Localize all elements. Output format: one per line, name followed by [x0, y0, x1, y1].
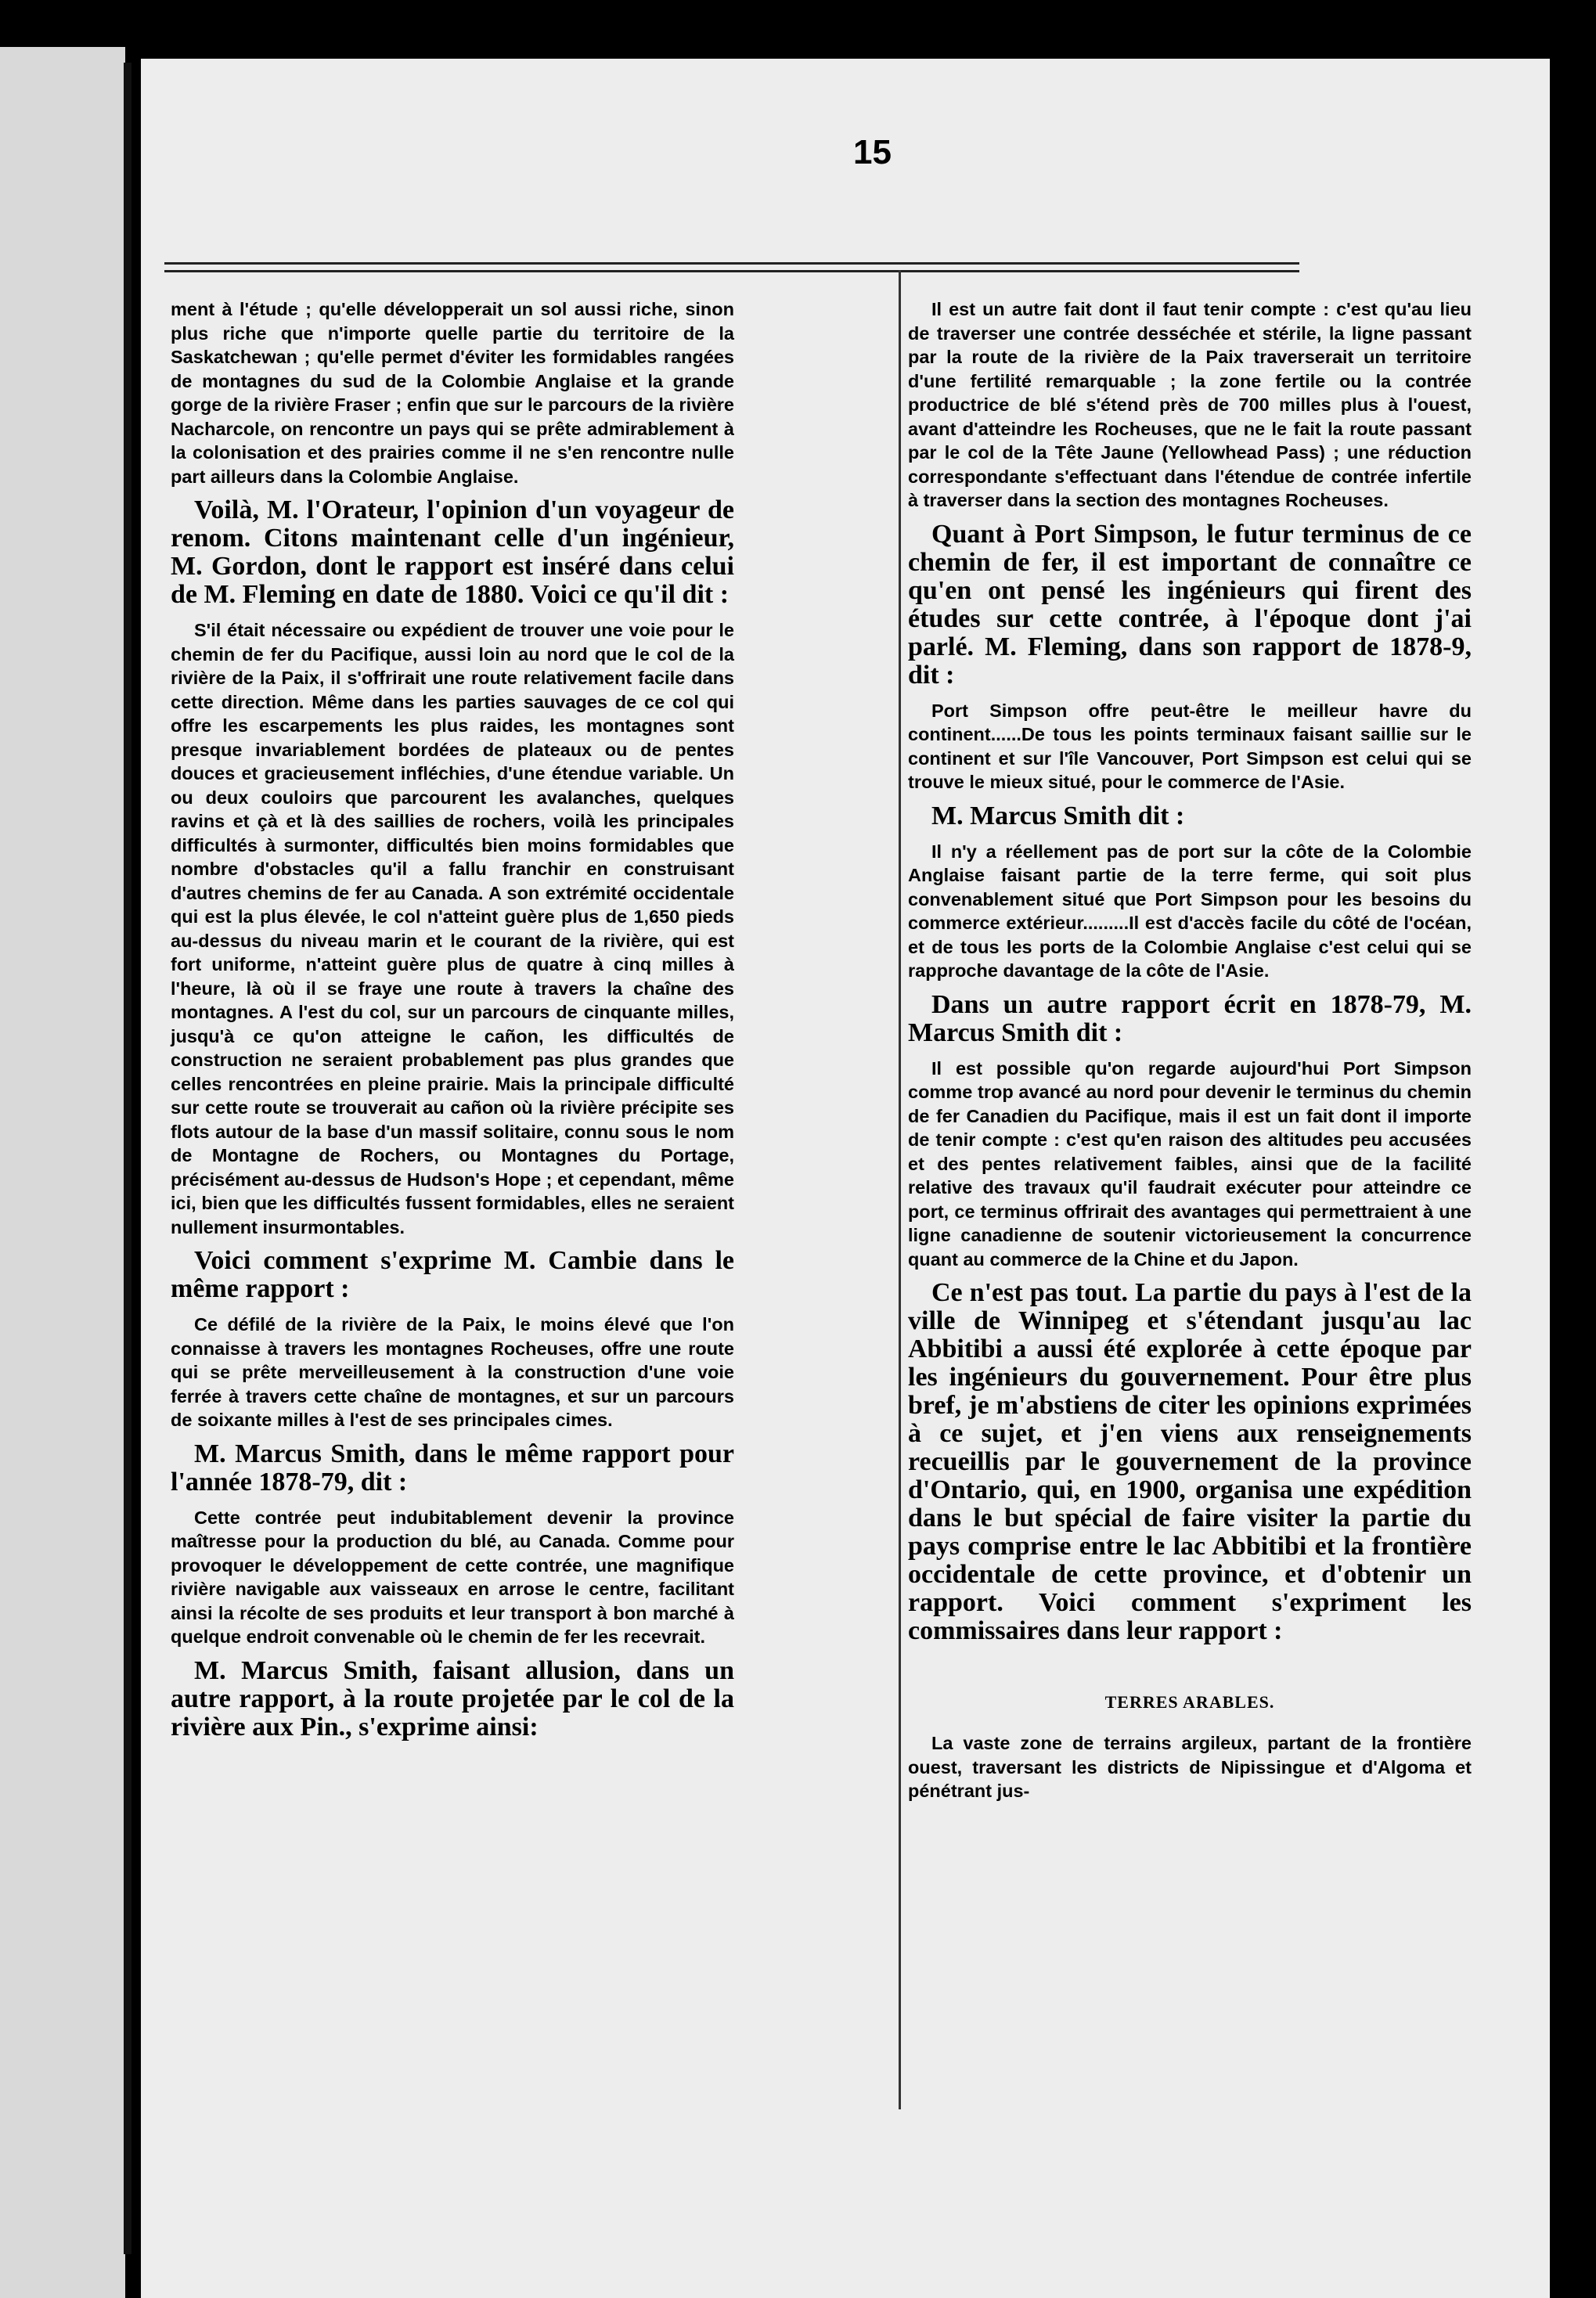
left-column: [171, 297, 734, 1751]
paragraph: Dans un autre rapport écrit en 1878-79, M. Marcus Smith dit :: [908, 989, 1472, 1047]
quotation: Il n'y a réellement pas de port sur la côte de la Colombie Anglaise faisant partie de la terre ferme, qui soit plus convenablement situé que Port Simpson pour les besoins du commerce extérieur.........Il est d'accès facile du côté de l'océan, et de tous les ports de la Colombie Anglaise c'est celui qui se rapproche davantage de la côte de l'Asie.: [908, 841, 1472, 981]
header-rule-top: [164, 262, 1299, 265]
quotation: Ce défilé de la rivière de la Paix, le moins élevé que l'on connaisse à travers les montagnes Rocheuses, offre une route qui se prête merveilleusement à la construction d'une voie ferrée à travers cette chaîne de montagnes, et sur un parcours de soixante milles à l'est de ses principales cimes.: [171, 1314, 734, 1430]
quotation: Port Simpson offre peut-être le meilleur havre du continent......De tous les points terminaux faisant saillie sur le continent et sur l'île Vancouver, Port Simpson est celui qui se trouve le mieux situé, pour le commerce de l'Asie.: [908, 700, 1472, 792]
previous-page-margin-rule: [124, 63, 131, 2254]
header-rule-bottom: [164, 270, 1299, 272]
right-column: [908, 297, 1472, 1811]
quotation: Il est possible qu'on regarde aujourd'hui Port Simpson comme trop avancé au nord pour devenir le terminus du chemin de fer Canadien du Pacifique, mais il est un fait dont il importe de tenir compte : c'est qu'en raison des altitudes peu accusées et des pentes relativement faibles, ainsi que de la facilité relative des travaux qu'il faudrait exécuter pour atteindre ce port, ce terminus offrirait des avantages qui permettraient à une ligne canadienne de soutenir victorieusement la concurrence quant au commerce de la Chine et du Japon.: [908, 1057, 1472, 1270]
quotation: Cette contrée peut indubitablement devenir la province maîtresse pour la production du blé, au Canada. Comme pour provoquer le développement de cette contrée, une magnifique rivière navigable aux vaisseaux en arrose le centre, facilitant ainsi la récolte de ses produits et leur transport à bon marché à quelque endroit convenable où le chemin de fer les recevrait.: [171, 1507, 734, 1647]
paragraph: Voilà, M. l'Orateur, l'opinion d'un voyageur de renom. Citons maintenant celle d'un ingénieur, M. Gordon, dont le rapport est inséré dans celui de M. Fleming en date de 1880. Voici ce qu'il dit :: [171, 495, 734, 609]
quotation: S'il était nécessaire ou expédient de trouver une voie pour le chemin de fer du Pacifique, aussi loin au nord que le col de la rivière de la Paix, il s'offrirait une route relativement facile dans cette direction. Même dans les parties sauvages de ce col qui offre les escarpements les plus raides, les montagnes sont presque invariablement bordées de plateaux ou de pentes douces et gracieusement infléchies, d'une étendue variable. Un ou deux couloirs que parcourent les avalanches, quelques ravins et çà et là des saillies de rochers, voilà les principales difficultés à surmonter, difficultés bien moins formidables que nombre d'obstacles qu'il a fallu franchir en construisant d'autres chemins de fer au Canada. A son extrémité occidentale qui est la plus élevée, le col n'atteint guère plus de 1,650 pieds au-dessus du niveau marin et le courant de la rivière, qui est fort uniforme, n'atteint guère plus de quatre à cinq milles à l'heure, là où il se fraye une route à travers la chaîne des montagnes. A l'est du col, sur un parcours de cinquante milles, jusqu'à ce qu'on atteigne le cañon, les difficultés de construction ne seraient probablement pas plus grandes que celles rencontrées en pleine prairie. Mais la principale difficulté sur cette route se trouverait au cañon où la rivière précipite ses flots autour de la base d'un massif solitaire, connu sous le nom de Montagne de Rochers, ou Montagnes du Portage, précisément au-dessus de Hudson's Hope ; et cependant, même ici, bien que les difficultés fussent formidables, elles ne seraient nullement insurmontables.: [171, 620, 734, 1237]
column-divider: [899, 270, 901, 2109]
paragraph: Voici comment s'exprime M. Cambie dans le même rapport :: [171, 1246, 734, 1303]
paragraph: M. Marcus Smith dit :: [931, 801, 1185, 830]
section-heading: TERRES ARABLES.: [1104, 1692, 1275, 1712]
quotation: La vaste zone de terrains argileux, partant de la frontière ouest, traversant les districts de Nipissingue et d'Algoma et pénétrant jus-: [908, 1733, 1472, 1801]
paragraph: Quant à Port Simpson, le futur terminus de ce chemin de fer, il est important de connaître ce qu'en ont pensé les ingénieurs qui firent des études sur cette contrée, à l'époque dont j'ai parlé. M. Fleming, dans son rapport de 1878-9, dit :: [908, 519, 1472, 690]
paragraph: M. Marcus Smith, dans le même rapport pour l'année 1878-79, dit :: [171, 1439, 734, 1497]
previous-page-edge: [0, 47, 125, 2298]
paragraph: M. Marcus Smith, faisant allusion, dans un autre rapport, à la route projetée par le col de la rivière aux Pin., s'exprime ainsi:: [171, 1655, 734, 1742]
quotation: Il est un autre fait dont il faut tenir compte : c'est qu'au lieu de traverser une contrée desséchée et stérile, la ligne passant par la route de la rivière de la Paix traverserait un territoire d'une fertilité remarquable ; la zone fertile ou la contrée productrice de blé s'étend près de 700 milles plus à l'ouest, avant d'atteindre les Rocheuses, que ne le fait la route passant par le col de la Tête Jaune (Yellowhead Pass) ; une réduction correspondante s'effectuant dans l'étendue de contrée infertile à traverser dans la section des montagnes Rocheuses.: [908, 299, 1472, 510]
page-number: 15: [853, 133, 892, 171]
paragraph: Ce n'est pas tout. La partie du pays à l'est de la ville de Winnipeg et s'étendant jusqu'au lac Abbitibi a aussi été explorée à cette époque par les ingénieurs du gouvernement. Pour être plus bref, je m'abstiens de citer les opinions exprimées à ce sujet, et j'en viens aux renseignements recueillis par le gouvernement de la province d'Ontario, qui, en 1900, organisa une expédition dans le but spécial de faire visiter la partie du pays comprise entre le lac Abbitibi et la frontière occidentale de cette province, et d'obtenir un rapport. Voici comment s'expriment les commissaires dans leur rapport :: [908, 1278, 1472, 1645]
paragraph: ment à l'étude ; qu'elle développerait un sol aussi riche, sinon plus riche que n'importe quelle partie du territoire de la Saskatchewan ; qu'elle permet d'éviter les formidables rangées de montagnes du sud de la Colombie Anglaise et la grande gorge de la rivière Fraser ; enfin que sur le parcours de la rivière Nacharcole, on rencontre un pays qui se prête admirablement à la colonisation et des prairies comme il ne s'en rencontre nulle part ailleurs dans la Colombie Anglaise.: [171, 299, 734, 487]
